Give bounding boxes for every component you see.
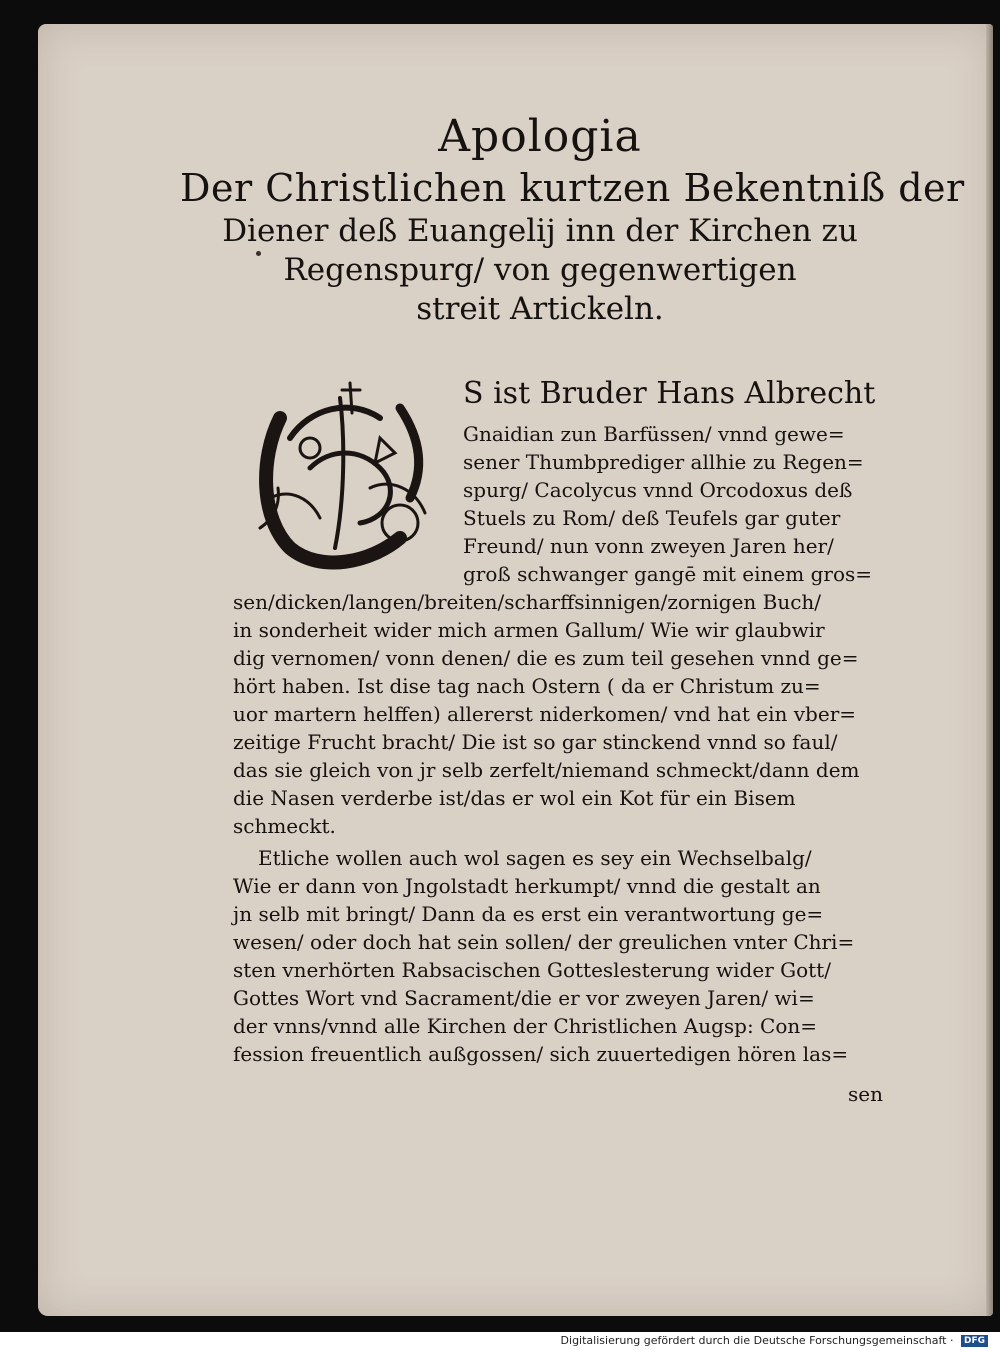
- text-line: die Nasen verderbe ist/das er wol ein Kot für ein Bisem: [233, 786, 796, 810]
- text-line: S ist Bruder Hans Albrecht: [463, 376, 876, 411]
- text-line: sten vnerhörten Rabsacischen Gotteslesterung wider Gott/: [233, 958, 831, 982]
- text-line: sener Thumbprediger allhie zu Regen=: [463, 450, 864, 474]
- text-line: groß schwanger gangē mit einem gros=: [463, 562, 873, 586]
- text-line: der vnns/vnnd alle Kirchen der Christlichen Augsp: Con=: [233, 1014, 818, 1038]
- footer-text: Digitalisierung gefördert durch die Deutsche Forschungsgemeinschaft: [560, 1334, 947, 1347]
- ornamental-initial-icon: [250, 378, 450, 578]
- title-line-1: Apologia: [438, 111, 642, 162]
- footer-credit: Digitalisierung gefördert durch die Deutsche Forschungsgemeinschaft · DFG: [561, 1333, 988, 1349]
- text-line: hört haben. Ist dise tag nach Ostern ( da er Christum zu=: [233, 674, 821, 698]
- title-line-5: streit Artickeln.: [416, 291, 664, 327]
- page-edge: [986, 24, 993, 1316]
- title-line-4: Regenspurg/ von gegenwertigen: [283, 252, 797, 288]
- text-line: wesen/ oder doch hat sein sollen/ der greulichen vnter Chri=: [233, 930, 855, 954]
- text-line: sen/dicken/langen/breiten/scharffsinnigen/zornigen Buch/: [233, 590, 822, 614]
- text-line: Freund/ nun vonn zweyen Jaren her/: [463, 534, 834, 558]
- text-line: fession freuentlich außgossen/ sich zuuertedigen hören las=: [233, 1042, 849, 1066]
- text-line: spurg/ Cacolycus vnnd Orcodoxus deß: [463, 478, 853, 502]
- text-line: uor martern helffen) allererst niderkomen/ vnd hat ein vber=: [233, 702, 857, 726]
- text-line: schmeckt.: [233, 814, 336, 838]
- text-line: Gottes Wort vnd Sacrament/die er vor zweyen Jaren/ wi=: [233, 986, 815, 1010]
- text-line: das sie gleich von jr selb zerfelt/niemand schmeckt/dann dem: [233, 758, 860, 782]
- text-line: Etliche wollen auch wol sagen es sey ein Wechselbalg/: [258, 846, 812, 870]
- catchword: sen: [848, 1082, 883, 1106]
- title-line-3: Diener deß Euangelij inn der Kirchen zu: [222, 213, 858, 249]
- title-dot: [256, 251, 261, 256]
- text-line: zeitige Frucht bracht/ Die ist so gar stinckend vnnd so faul/: [233, 730, 838, 754]
- title-block: [180, 110, 965, 329]
- text-line: Wie er dann von Jngolstadt herkumpt/ vnnd die gestalt an: [233, 874, 821, 898]
- text-line: in sonderheit wider mich armen Gallum/ Wie wir glaubwir: [233, 618, 825, 642]
- text-line: Gnaidian zun Barfüssen/ vnnd gewe=: [463, 422, 845, 446]
- title-line-2: Der Christlichen kurtzen Bekentniß der: [180, 166, 965, 210]
- text-line: jn selb mit bringt/ Dann da es erst ein verantwortung ge=: [233, 902, 824, 926]
- text-line: Stuels zu Rom/ deß Teufels gar guter: [463, 506, 841, 530]
- text-line: dig vernomen/ vonn denen/ die es zum teil gesehen vnnd ge=: [233, 646, 859, 670]
- dfg-logo: DFG: [961, 1335, 988, 1347]
